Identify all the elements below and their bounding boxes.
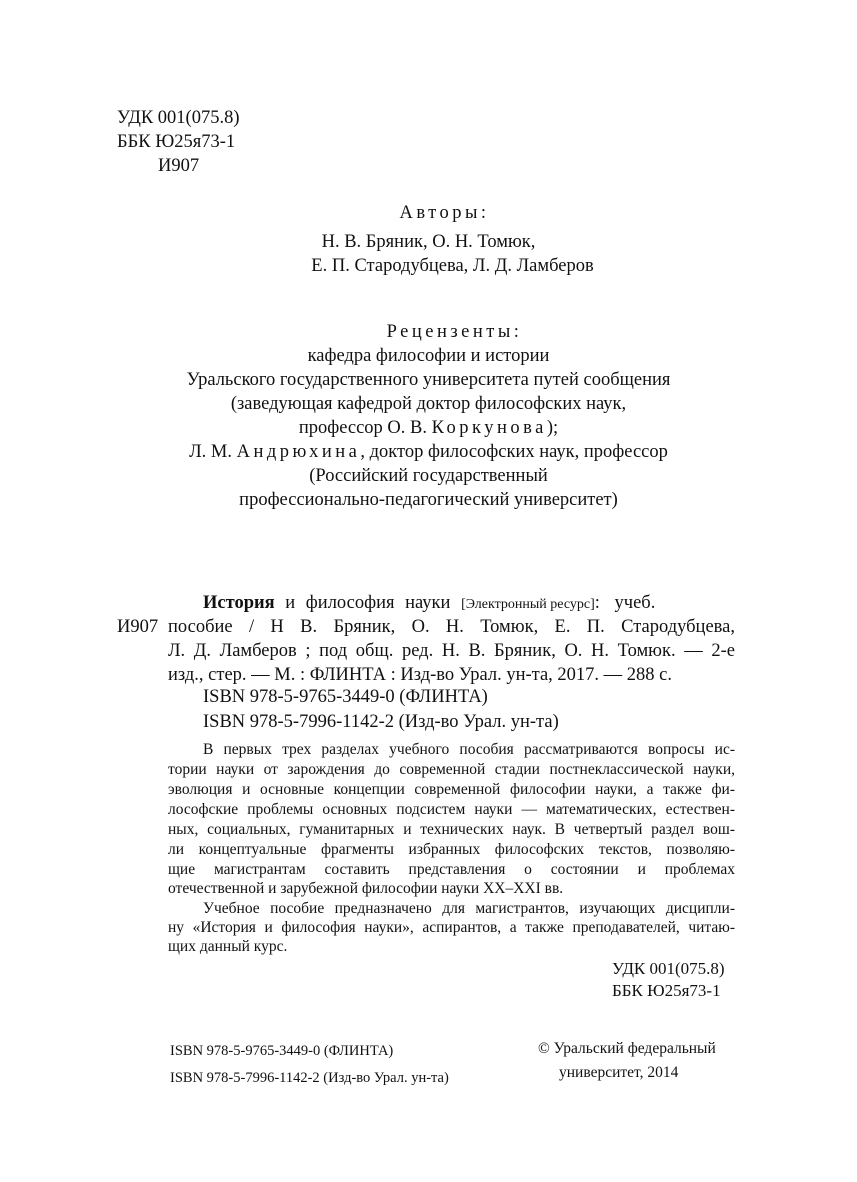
authors-line-1: Н. В. Бряник, О. Н. Томюк, xyxy=(321,232,536,252)
reviewer-initials: Л. М. xyxy=(189,442,237,462)
abstract-line-6: ли концептуальные фрагменты избранных философских текстов, позволяю- xyxy=(168,841,735,858)
reviewers-line-2: Уральского государственного университета путей сообщения xyxy=(186,370,671,390)
abstract-p2-line-3: щих данный курс. xyxy=(168,938,288,955)
footer-isbn-1: ISBN 978-5-9765-3449-0 (ФЛИНТА) xyxy=(170,1043,394,1059)
reviewers-line-7: профессионально-педагогический университет) xyxy=(239,490,618,510)
abstract-line-5: ных, социальных, гуманитарных и технических наук. В четвертый раздел вош- xyxy=(168,821,735,838)
authors-heading: Авторы: xyxy=(399,203,490,223)
footer-isbn-2: ISBN 978-5-7996-1142-2 (Изд-во Урал. ун-та) xyxy=(170,1070,449,1086)
bottom-bbk-code: ББК Ю25я73-1 xyxy=(612,981,721,1000)
bib-line-4: изд., стер. — М. : ФЛИНТА : Изд-во Урал. ун-та, 2017. — 288 с. xyxy=(168,665,673,685)
bottom-udk-code: УДК 001(075.8) xyxy=(612,959,725,978)
authors-line-2: Е. П. Стародубцева, Л. Д. Ламберов xyxy=(311,256,594,276)
bib-isbn-2: ISBN 978-5-7996-1142-2 (Изд-во Урал. ун-та) xyxy=(203,712,559,732)
abstract-line-4: лософские проблемы основных подсистем науки — математических, естествен- xyxy=(168,801,735,818)
bib-line1-tail: : учеб. xyxy=(594,593,656,613)
abstract-line-1: В первых трех разделах учебного пособия рассматриваются вопросы ис- xyxy=(203,741,735,758)
bib-resource: [Электронный ресурс] xyxy=(461,597,595,612)
reviewers-line-3: (заведующая кафедрой доктор философских наук, xyxy=(230,394,627,414)
author-mark: И907 xyxy=(158,156,200,176)
reviewer-suffix: ); xyxy=(546,418,559,438)
reviewers-line-6: (Российский государственный xyxy=(309,466,548,486)
reviewers-line-1: кафедра философии и истории xyxy=(307,346,550,366)
reviewer-title: профессор О. В. xyxy=(298,418,432,438)
udk-code: УДК 001(075.8) xyxy=(117,108,240,128)
reviewer-degree: , доктор философских наук, профессор xyxy=(360,442,668,462)
bib-line-3: Л. Д. Ламберов ; под общ. ред. Н. В. Бряник, О. Н. Томюк. — 2-е xyxy=(168,641,735,661)
bib-title-bold: История xyxy=(203,593,275,613)
bib-title-rest: и философия науки xyxy=(274,593,462,613)
bib-isbn-1: ISBN 978-5-9765-3449-0 (ФЛИНТА) xyxy=(203,687,488,707)
reviewers-line-5 xyxy=(0,442,857,463)
reviewer-name-andryukhina: Андрюхина xyxy=(236,442,361,462)
reviewers-heading: Рецензенты: xyxy=(386,322,523,342)
reviewers-line-4 xyxy=(0,418,857,439)
bbk-code: ББК Ю25я73-1 xyxy=(117,132,236,152)
bib-line-1 xyxy=(203,593,735,614)
bib-line-2: пособие / Н В. Бряник, О. Н. Томюк, Е. П. Стародубцева, xyxy=(168,617,735,637)
reviewer-name-korkunova: Коркунова xyxy=(431,418,547,438)
abstract-line-2: тории науки от зарождения до современной стадии постнеклассической науки, xyxy=(168,761,735,778)
abstract-p2-line-2: ну «История и философия науки», аспирантов, а также преподавателей, читаю- xyxy=(168,919,735,936)
copyright-line-2: университет, 2014 xyxy=(559,1064,679,1081)
abstract-p2-line-1: Учебное пособие предназначено для магистрантов, изучающих дисципли- xyxy=(203,900,735,917)
copyright-line-1: © Уральский федеральный xyxy=(538,1040,716,1057)
abstract-line-3: эволюция и основные концепции современной философии науки, а также фи- xyxy=(168,781,735,798)
bib-mark: И907 xyxy=(117,617,159,637)
abstract-line-8: отечественной и зарубежной философии науки XX–XXI вв. xyxy=(168,880,564,897)
abstract-line-7: щие магистрантам составить представления о состоянии и проблемах xyxy=(168,861,735,878)
